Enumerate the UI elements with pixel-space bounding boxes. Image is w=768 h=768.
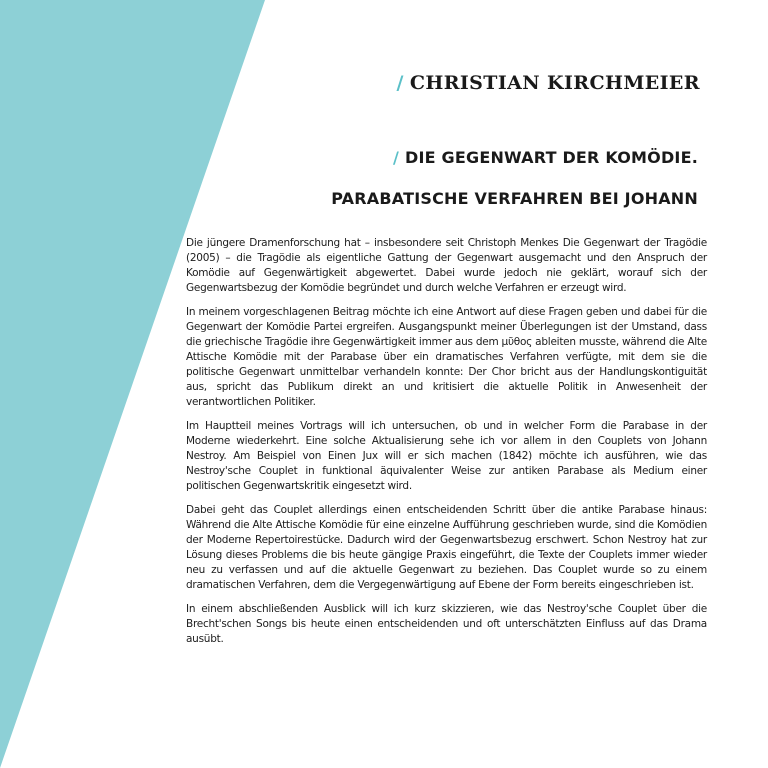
paragraph-3: Im Hauptteil meines Vortrags will ich untersuchen, ob und in welcher Form die Parabase in der Moderne wiederkehrt. Eine solche Aktualisierung sehe ich vor allem in den Couplets von Johann Nestroy. Am Beispiel von Einen Jux will er sich machen (1842) möchte ich ausführen, wie das Nestroy'sche Couplet in funktional äquivalenter Weise zur antiken Parabase als Medium einer politischen Gegenwartskritik eingesetzt wird. — [186, 420, 707, 492]
abstract-body — [186, 236, 707, 656]
title-line-1-text: DIE GEGENWART DER KOMÖDIE. — [405, 148, 698, 167]
paragraph-2: In meinem vorgeschlagenen Beitrag möchte ich eine Antwort auf diese Fragen geben und dabei für die Gegenwart der Komödie Partei ergreifen. Ausgangspunkt meiner Überlegungen ist der Umstand, dass die griechische Tragödie ihre Gegenwärtigkeit immer aus dem μῦθος ableiten musste, während die Alte Attische Komödie mit der Parabase über ein dramatisches Verfahren verfügte, mit dem sie die politische Gegenwart unmittelbar verhandeln konnte: Der Chor bricht aus der Handlungskontiguität aus, spricht das Publikum direkt an und kritisiert die aktuelle Politik in Anwesenheit der verantwortlichen Politiker. — [186, 306, 707, 408]
paragraph-4: Dabei geht das Couplet allerdings einen entscheidenden Schritt über die antike Parabase hinaus: Während die Alte Attische Komödie für eine einzelne Aufführung geschrieben wurde, sind die Komödien der Moderne Repertoirestücke. Dadurch wird der Gegenwartsbezug erschwert. Schon Nestroy hat zur Lösung dieses Problems die bis heute gängige Praxis eingeführt, die Texte der Couplets immer wieder neu zu verfassen und auf die aktuelle Gegenwart zu beziehen. Das Couplet wurde so zu einem dramatischen Verfahren, dem die Vergegenwärtigung auf Ebene der Form bereits eingeschrieben ist. — [186, 504, 707, 591]
paragraph-1: Die jüngere Dramenforschung hat – insbesondere seit Christoph Menkes Die Gegenwart der Tragödie (2005) – die Tragödie als eigentliche Gattung der Gegenwart ausgemacht und den Anspruch der Komödie auf Gegenwärtigkeit abgewertet. Dabei wurde jedoch nie geklärt, worauf sich der Gegenwartsbezug der Komödie begründet und durch welche Verfahren er erzeugt wird. — [186, 237, 707, 294]
paragraph-5: In einem abschließenden Ausblick will ich kurz skizzieren, wie das Nestroy'sche Couplet über die Brecht'schen Songs bis heute einen entscheidenden und oft unterschätzten Einfluss auf das Drama ausübt. — [186, 603, 707, 645]
title-line-1 — [393, 148, 698, 167]
title-slash: / — [392, 148, 399, 167]
author-name — [396, 72, 700, 94]
author-name-text: CHRISTIAN KIRCHMEIER — [409, 72, 700, 94]
author-slash: / — [396, 72, 404, 94]
title-line-2: PARABATISCHE VERFAHREN BEI JOHANN — [331, 189, 698, 208]
